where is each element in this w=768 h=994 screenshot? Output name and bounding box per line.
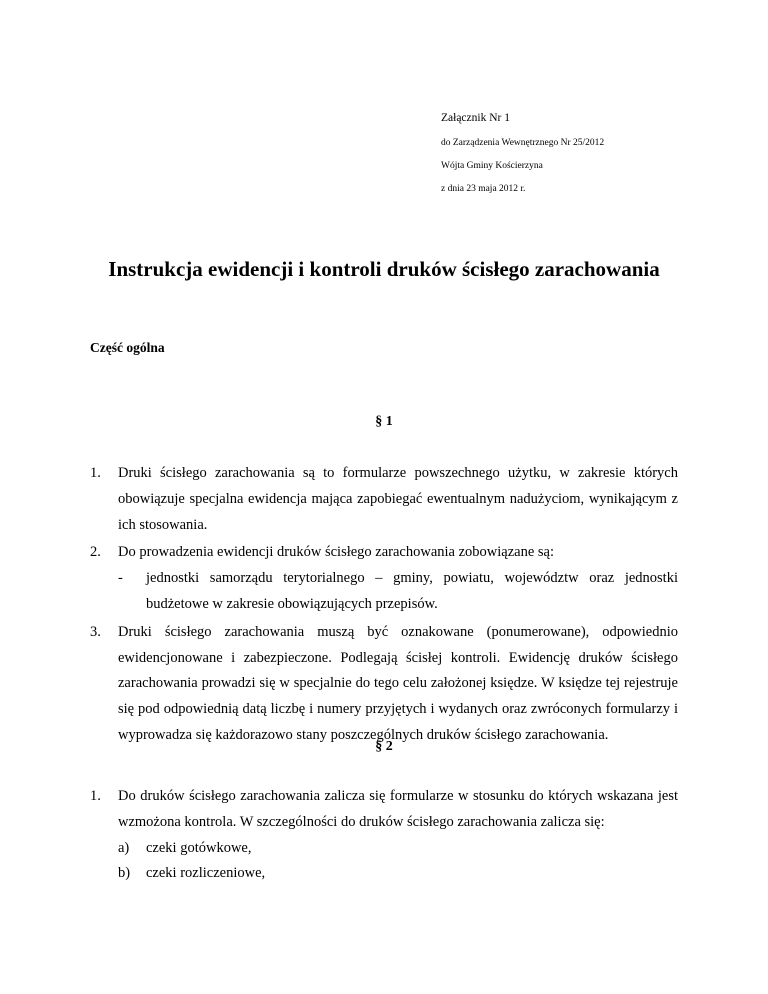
list-item xyxy=(90,620,678,749)
document-title: Instrukcja ewidencji i kontroli druków ścisłego zarachowania xyxy=(108,257,660,281)
list-item-number: 1. xyxy=(90,465,101,481)
sub-list-text: czeki rozliczeniowe, xyxy=(146,865,266,882)
list-item-text: Do druków ścisłego zarachowania zalicza się formularze w stosunku do których wskazana jest wzmożona kontrola. W szczególności do druków ścisłego zarachowania zalicza się: xyxy=(118,788,678,830)
sub-list xyxy=(118,836,678,888)
attachment-line-date: z dnia 23 maja 2012 r. xyxy=(441,184,526,194)
sub-list xyxy=(118,566,678,618)
list-item xyxy=(90,784,678,887)
attachment-title: Załącznik Nr 1 xyxy=(441,112,510,124)
paragraph-1-mark: § 1 xyxy=(375,414,393,429)
sub-list-item xyxy=(118,836,678,862)
sub-list-text: czeki gotówkowe, xyxy=(146,839,252,856)
list-item-number: 3. xyxy=(90,623,101,640)
list-item-text: Druki ścisłego zarachowania muszą być oznakowane (ponumerowane), odpowiednio ewidencjonowane i zabezpieczone. Podlegają ścisłej kontroli. Ewidencję druków ścisłego zarachowania prowadzi się w specjalnie do tego celu założonej księdze. W księdze tej rejestruje się pod odpowiednią datą liczbę i numery przyjętych i wydanych oraz zwróconych formularzy i wyprowadza się każdorazowo stany poszczególnych druków ścisłego zarachowania. xyxy=(118,623,678,743)
list-item-number: 2. xyxy=(90,544,101,561)
list-item xyxy=(90,540,678,617)
sub-list-marker: b) xyxy=(118,865,131,882)
paragraph-2-list xyxy=(90,784,678,889)
sub-list-marker: - xyxy=(118,570,123,587)
list-item-number: 1. xyxy=(90,788,101,804)
sub-list-item xyxy=(118,566,678,618)
sub-list-text: jednostki samorządu terytorialnego – gminy, powiatu, województw oraz jednostki budżetowe w zakresie obowiązujących przepisów. xyxy=(146,570,678,612)
attachment-line-decree: do Zarządzenia Wewnętrznego Nr 25/2012 xyxy=(441,138,605,148)
attachment-note xyxy=(441,111,741,206)
list-item-text: Do prowadzenia ewidencji druków ścisłego zarachowania zobowiązane są: xyxy=(118,544,555,561)
attachment-line-issuer: Wójta Gminy Kościerzyna xyxy=(441,161,543,171)
paragraph-1-list xyxy=(90,461,678,751)
sub-list-marker: a) xyxy=(118,839,130,856)
sub-list-item xyxy=(118,861,678,887)
paragraph-2-mark: § 2 xyxy=(375,739,393,754)
section-heading: Część ogólna xyxy=(90,340,165,355)
list-item-text: Druki ścisłego zarachowania są to formularze powszechnego użytku, w zakresie których obowiązuje specjalna ewidencja mająca zapobiegać ewentualnym nadużyciom, wynikającym z ich stosowania. xyxy=(118,465,678,533)
list-item xyxy=(90,461,678,538)
